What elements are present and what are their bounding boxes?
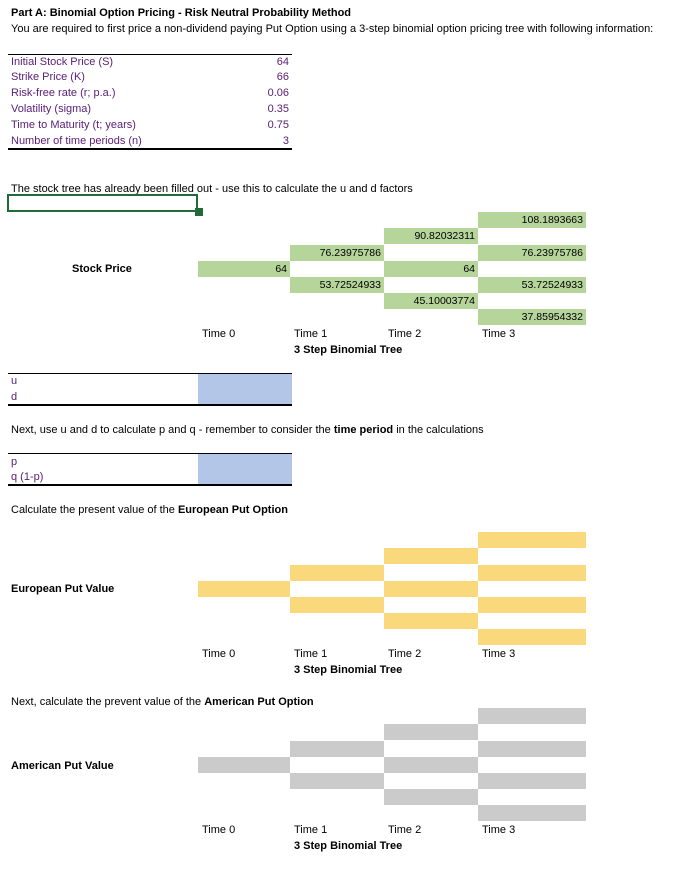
- input-value[interactable]: 66: [276, 71, 289, 83]
- probability-instruction-bold: time period: [333, 424, 397, 436]
- stock-node-t1-up[interactable]: 76.23975786: [290, 245, 384, 261]
- time-1-label: Time 1: [294, 328, 328, 340]
- european-instruction: [11, 504, 288, 516]
- tree-caption: 3 Step Binomial Tree: [294, 664, 403, 676]
- input-row-strike-price[interactable]: [8, 70, 292, 85]
- d-label: d: [11, 391, 18, 403]
- probability-instruction: [11, 424, 484, 436]
- european-instruction-bold: European Put Option: [177, 504, 288, 516]
- q-label: q (1-p): [11, 471, 44, 483]
- time-2-label: Time 2: [388, 824, 422, 836]
- fill-handle[interactable]: [195, 208, 203, 216]
- input-row-time-periods[interactable]: [8, 134, 292, 149]
- time-3-label: Time 3: [482, 328, 516, 340]
- stock-node-t3-udd[interactable]: 53.72524933: [478, 277, 586, 293]
- intro-text: You are required to first price a non-dividend paying Put Option using a 3-step binomial option pricing tree with following information:: [11, 23, 654, 35]
- stock-node-t2-uu[interactable]: 90.82032311: [384, 228, 478, 244]
- tree-caption: 3 Step Binomial Tree: [294, 344, 403, 356]
- american-node-t3-uuu[interactable]: [478, 708, 586, 724]
- time-1-label: Time 1: [294, 648, 328, 660]
- stock-node-t2-dd[interactable]: 45.10003774: [384, 293, 478, 309]
- american-node-t3-ddd[interactable]: [478, 805, 586, 821]
- european-node-t2-uu[interactable]: [384, 548, 478, 564]
- probability-instruction-post: in the calculations: [396, 424, 484, 436]
- stock-node-t3-ddd[interactable]: 37.85954332: [478, 309, 586, 325]
- european-node-t2-ud[interactable]: [384, 581, 478, 597]
- american-node-t2-ud[interactable]: [384, 757, 478, 773]
- pq-bottom-border: [8, 484, 292, 486]
- probability-instruction-pre: Next, use u and d to calculate p and q - remember to consider the: [11, 424, 334, 436]
- time-0-label: Time 0: [202, 824, 236, 836]
- input-label: Strike Price (K): [11, 71, 85, 83]
- stock-node-t3-uuu[interactable]: 108.1893663: [478, 212, 586, 228]
- european-node-t3-uud[interactable]: [478, 565, 586, 581]
- american-instruction-bold: American Put Option: [204, 696, 314, 708]
- table-bottom-border: [8, 148, 292, 150]
- time-0-label: Time 0: [202, 328, 236, 340]
- time-2-label: Time 2: [388, 328, 422, 340]
- time-2-label: Time 2: [388, 648, 422, 660]
- european-node-t1-up[interactable]: [290, 565, 384, 581]
- tree-caption: 3 Step Binomial Tree: [294, 840, 403, 852]
- time-1-label: Time 1: [294, 824, 328, 836]
- american-node-t3-uud[interactable]: [478, 741, 586, 757]
- ud-input-cells[interactable]: [198, 374, 292, 405]
- european-instruction-pre: Calculate the present value of the: [11, 504, 178, 516]
- input-label: Initial Stock Price (S): [11, 56, 114, 68]
- input-label: Number of time periods (n): [11, 135, 142, 147]
- stock-node-t2-ud[interactable]: 64: [384, 261, 478, 277]
- american-node-t1-down[interactable]: [290, 773, 384, 789]
- european-node-t3-udd[interactable]: [478, 597, 586, 613]
- american-node-t3-udd[interactable]: [478, 773, 586, 789]
- u-label: u: [11, 375, 18, 387]
- time-0-label: Time 0: [202, 648, 236, 660]
- ud-bottom-border: [8, 404, 292, 406]
- input-label: Volatility (sigma): [11, 103, 92, 115]
- page-title: Part A: Binomial Option Pricing - Risk Neutral Probability Method: [11, 7, 352, 19]
- selected-cell[interactable]: [7, 194, 198, 212]
- stock-tree-instruction: The stock tree has already been filled out - use this to calculate the u and d factors: [11, 183, 413, 195]
- input-value[interactable]: 3: [282, 135, 289, 147]
- european-node-t3-ddd[interactable]: [478, 629, 586, 645]
- american-instruction: [11, 696, 314, 708]
- stock-node-t1-down[interactable]: 53.72524933: [290, 277, 384, 293]
- stock-node-t0[interactable]: 64: [198, 261, 290, 277]
- european-node-t2-dd[interactable]: [384, 613, 478, 629]
- american-node-t1-up[interactable]: [290, 741, 384, 757]
- american-node-t0[interactable]: [198, 757, 290, 773]
- european-node-t3-uuu[interactable]: [478, 532, 586, 548]
- input-value[interactable]: 0.75: [267, 119, 289, 131]
- p-label: p: [11, 456, 18, 468]
- input-row-volatility[interactable]: [8, 102, 292, 117]
- american-instruction-pre: Next, calculate the prevent value of the: [11, 696, 205, 708]
- european-node-t0[interactable]: [198, 581, 290, 597]
- stock-node-t3-uud[interactable]: 76.23975786: [478, 245, 586, 261]
- pq-input-cells[interactable]: [198, 454, 292, 485]
- european-put-label: European Put Value: [11, 583, 115, 595]
- time-3-label: Time 3: [482, 824, 516, 836]
- american-put-label: American Put Value: [11, 760, 114, 772]
- european-node-t1-down[interactable]: [290, 597, 384, 613]
- input-label: Risk-free rate (r; p.a.): [11, 87, 116, 99]
- input-row-time-to-maturity[interactable]: [8, 118, 292, 133]
- input-value[interactable]: 0.35: [267, 103, 289, 115]
- input-value[interactable]: 0.06: [267, 87, 289, 99]
- stock-tree-label: Stock Price: [72, 263, 132, 275]
- input-label: Time to Maturity (t; years): [11, 119, 136, 131]
- american-node-t2-dd[interactable]: [384, 789, 478, 805]
- input-row-stock-price[interactable]: [8, 55, 292, 70]
- american-node-t2-uu[interactable]: [384, 724, 478, 740]
- input-row-risk-free-rate[interactable]: [8, 86, 292, 101]
- input-value[interactable]: 64: [276, 56, 289, 68]
- time-3-label: Time 3: [482, 648, 516, 660]
